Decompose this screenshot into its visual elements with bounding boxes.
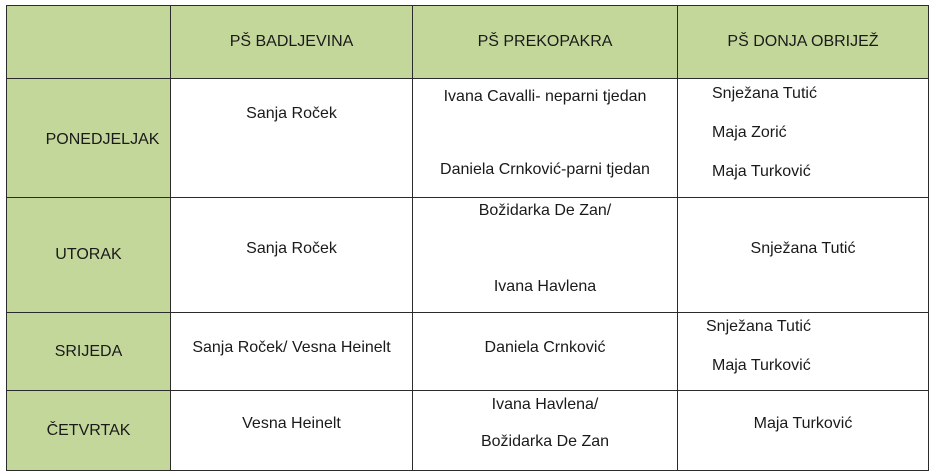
teacher-name: Sanja Roček [246,105,337,122]
table-row [7,391,929,471]
prekopakra-cell [413,313,678,391]
teacher-name: Daniela Crnković [484,339,606,356]
teacher-name: Maja Zorić [712,124,787,141]
header-badljevina: PŠ BADLJEVINA [171,6,413,79]
day-label: UTORAK [55,246,122,263]
teacher-name: Ivana Havlena [493,278,597,295]
prekopakra-cell [413,391,678,471]
table-row [7,313,929,391]
teacher-name: Ivana Cavalli- neparni tjedan [443,88,647,105]
header-prekopakra: PŠ PREKOPAKRA [413,6,678,79]
teacher-name: Maja Turković [753,415,853,432]
table-row [7,198,929,313]
header-corner [7,6,171,79]
teacher-name: Božidarka De Zan [480,433,610,450]
badljevina-cell [171,313,413,391]
day-label: SRIJEDA [54,342,123,360]
table-row [7,79,929,198]
prekopakra-cell [413,79,678,198]
day-cell [7,313,171,391]
day-cell [7,391,171,471]
day-cell [7,79,171,198]
header-donja-obriez: PŠ DONJA OBRIJEŽ [678,6,929,79]
schedule-table [6,5,929,471]
teacher-name: Maja Turković [712,357,811,374]
day-cell [7,198,171,313]
badljevina-cell [171,391,413,471]
donja-cell [678,313,929,391]
teacher-name: Sanja Roček [246,240,337,257]
badljevina-cell [171,198,413,313]
teacher-name: Vesna Heinelt [242,415,341,432]
header-row [7,6,929,79]
prekopakra-cell [413,198,678,313]
teacher-name: Maja Turković [712,163,811,180]
day-label: PONEDJELJAK [45,131,160,148]
teacher-name: Ivana Havlena/ [491,396,599,413]
donja-cell [678,198,929,313]
teacher-name: Božidarka De Zan/ [478,202,612,219]
teacher-name: Snježana Tutić [712,85,817,102]
day-label: ČETVRTAK [46,421,131,439]
donja-cell [678,79,929,198]
teacher-name: Snježana Tutić [706,318,811,335]
donja-cell [678,391,929,471]
teacher-name: Daniela Crnković-parni tjedan [440,161,650,178]
teacher-name: Sanja Roček/ Vesna Heinelt [192,339,391,356]
teacher-name: Snježana Tutić [750,240,856,257]
badljevina-cell [171,79,413,198]
